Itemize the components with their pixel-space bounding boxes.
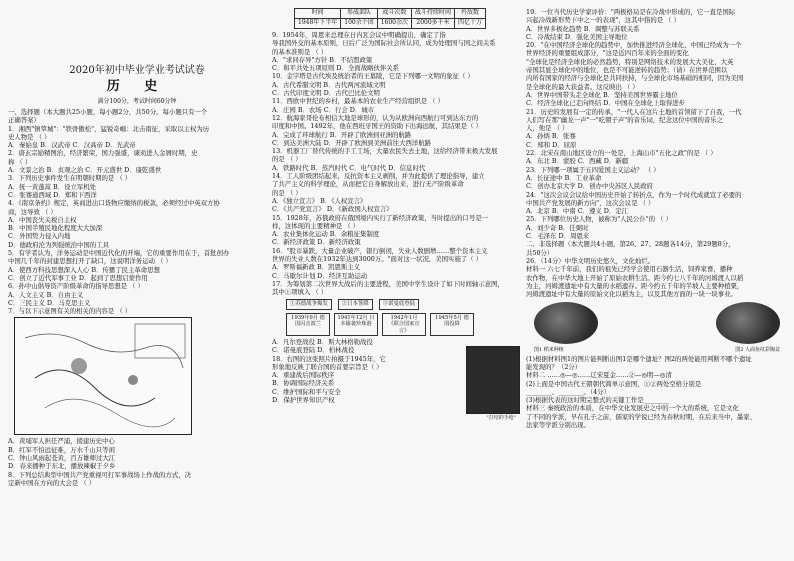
text-line: 了不同的学派，早在孔子之前，儒家的学说已经为春秋时期，在后来当中，墨家、 xyxy=(526,412,757,421)
text-line: B．红军不怕远征难，万水千山只等闲 xyxy=(8,445,115,454)
text-line: C．和平共处五项原则 D．全面战略伙伴关系 xyxy=(272,64,400,73)
text-line: A．秦始皇 B．汉武帝 C．汉高帝 D．光武帝 xyxy=(8,141,136,150)
text-line: 7．与以下示意图有关的相关的内容是 （ ） xyxy=(8,307,132,316)
text-line: 的是 （ ） xyxy=(272,188,302,197)
text-line: 农作物，在中华大地上开始了原始农耕生活。距今约七八千年的河姆渡人以稻 xyxy=(526,273,744,282)
exam-note: 满分100分，考试时间60分钟 xyxy=(97,98,177,105)
text-line: (2)上面是中国古代王朝朝代简单示意图，①②两处空格分别是 xyxy=(526,379,702,388)
text-line: 18．右图的这张照片拍摄于1945年，它 xyxy=(272,354,386,363)
text-line: A．文景之治 B．贞观之治 C．开元盛世 D．康乾盛世 xyxy=(8,166,162,175)
text-line: A．《独立宣言》 B．《人权宣言》 xyxy=(272,196,367,205)
timeline-bottom xyxy=(286,313,520,337)
text-line: 法家等学派分别出现。 xyxy=(526,421,590,430)
text-line: 内所有国家的经济与全球化是共同扶持，与全球化市场基础的相同，因为美国 xyxy=(526,74,744,83)
timeline-event: 1942年1月 《联合国家宣言》 xyxy=(382,313,426,337)
text-line: D．春来播种于东北，播放辣椒于夕乡 xyxy=(8,462,116,471)
text-line: A．北京 B．中南 C．遵义 D．定江 xyxy=(526,207,629,216)
text-line: A．抚一黄蓬蒿 B．设立军机处 xyxy=(8,182,97,191)
text-line: 材料一 六七千年前，我们的祖先已经学会使用石器生活，饲养家畜，播种 xyxy=(526,265,733,274)
timeline-box: ②日本签降 xyxy=(338,299,373,310)
text-line: 河姆渡遗址中有大量的原始文化以稻为主，以及其他方面的一块一块事业。 xyxy=(526,290,737,299)
text-line: 22．北宋在南山地区设立的一处是，上海山市"五化之政"的是 （ ） xyxy=(526,149,717,158)
text-line: C．外国势力侵入内地 xyxy=(8,232,71,241)
table-header: 歼敌数 xyxy=(455,9,486,19)
text-line: A．黄埔军人担任严浦，援建历史中心 xyxy=(8,437,115,446)
text-line: A．世界中国带头走全球化 B．坚持美国世界霸主地位 xyxy=(526,90,678,99)
text-line: 材料二 ……◎—◎……辽宋夏金……②—◎明—◎清 xyxy=(526,371,672,380)
figure-caption: 图1 稻米种植 xyxy=(534,347,564,354)
text-line: C．《共产党宣言》 D．《新政国人权宣言》 xyxy=(272,205,393,214)
text-line: 6．孙中山倡导资产阶级革命的指导思想是 （ ） xyxy=(8,282,144,291)
text-line: C．经济全球化已走向终结 D．中国在全球化上取得进步 xyxy=(526,99,686,108)
text-line: 12．航海家哥伦布相信大地是球形的，认为从欧洲向西航行可到达东方的 xyxy=(272,113,479,122)
text-line: C．毛泽东 D．周恩来 xyxy=(526,232,590,241)
text-line: A．凡尔登战役 B．斯大林格勒战役 xyxy=(272,338,373,346)
figure-caption: 图2 人面鱼纹彩陶盆 xyxy=(735,347,780,354)
text-line: 人，他是 （ ） xyxy=(526,124,569,133)
text-line: C．创立了近代军事工业 D．起到了思想启蒙作用 xyxy=(8,273,148,282)
table-header: 战斗持续时间 xyxy=(412,9,455,19)
text-line: A．罗斯福新政 B．凯恩斯主义 xyxy=(272,263,361,272)
knotted-gun-photo xyxy=(466,346,520,414)
text-line: B．中国半殖民地化程度大大加深 xyxy=(8,224,103,233)
text-line: C．张骞通西域 D．郑和下西洋 xyxy=(8,190,97,199)
text-line: A．"求同存异"方针 B．不结盟政策 xyxy=(272,55,373,64)
timeline-event: 1945年5月 德国投降 xyxy=(430,313,474,337)
text-line: 是全球化的最大获益者。这反映出 （ ） xyxy=(526,82,639,91)
text-line: A．长征途中 B．工业革命 xyxy=(526,173,602,182)
text-line: "全球化是经济全球化的必然趋势，特别是网络技术的发展大大美化，大英 xyxy=(526,57,734,66)
text-line: 9．1954年，周恩来总理在日内瓦会议中明确提出，确定了指 xyxy=(272,31,446,39)
photo-caption: "打结的手枪" xyxy=(486,415,516,421)
text-line: A．古代希腊文明 B．古代两河流域文明 xyxy=(272,80,386,89)
text-line: 商，这导致 （ ） xyxy=(8,207,57,216)
table-cell: 100余个团 xyxy=(341,19,377,29)
table-header: 战斗次数 xyxy=(377,9,411,19)
text-line: 兴起冷战新形势下中之一的表现"，这其中指的是 （ ） xyxy=(526,16,680,25)
timeline-top xyxy=(286,299,520,310)
table-cell: 1600余次 xyxy=(377,19,411,29)
question-list-right xyxy=(526,8,788,298)
text-line: C．诺曼底登陆 D．柏林战役 xyxy=(272,346,355,355)
text-line: (1)根据材料图1的图片能判断出图1是哪个遗址？图2的两处能用判断不哪个遗址 xyxy=(526,354,752,363)
text-line: 材料三 秦统政治的本质，在中华文化发展史之中的一个大的系统，它是文化 xyxy=(526,404,739,413)
text-line: A．东北 B．蒙胶 C．西藏 D．新疆 xyxy=(526,157,629,166)
timeline-event: 1941年12月 日本偷袭珍珠港 xyxy=(334,313,378,337)
table-header: 参战部队 xyxy=(341,9,377,19)
table-row xyxy=(295,9,486,19)
table-cell: 2000多千米 xyxy=(412,19,455,29)
text-line: 称 （ ） xyxy=(8,157,32,166)
text-line: 13．机器工厂替代传统的手工工场，大量农民失去土地，这给经济带来极大发展 xyxy=(272,147,498,156)
text-line: 共50分） xyxy=(526,248,554,257)
column-middle xyxy=(272,8,520,421)
table-row xyxy=(295,19,486,29)
text-line: 其中①项填入 （ ） xyxy=(272,288,328,297)
text-line: C．钟山风雨起苍黄，百万雄师过大江 xyxy=(8,454,116,463)
text-line: C．马歇尔计划 D．经济互助运动 xyxy=(272,271,368,280)
text-line: C．三民主义 D．马克思主义 xyxy=(8,298,91,307)
timeline-box: ③诺曼底登陆 xyxy=(379,299,419,310)
text-line: A．孙炳 B．张骞 xyxy=(526,132,576,141)
text-line: A．使西方科技思想深入人心 B．传播了民主革命思想 xyxy=(8,265,160,274)
text-line: 19．一位当代历史学家评价："两极格局是在冷战中形成的，它一直是国际 xyxy=(526,8,736,16)
text-line: C．郑和 D．屈原 xyxy=(526,140,577,149)
figure-pair xyxy=(534,302,780,344)
text-line: 16．"股市暴跌，大量企业破产，银行倒闭，失业人数剧增……整个资本主义 xyxy=(272,246,488,255)
text-line: 中国共产党发展的新方向"，这次会议是 （ ） xyxy=(526,198,655,207)
text-line: A．中国丧失关税自主权 xyxy=(8,215,77,224)
text-line: 世界的失业人数在1932年达到3000万。"面对这一状况，美国实施了（ ） xyxy=(272,255,483,264)
text-line: C．新经济政策 D．新经济政策 xyxy=(272,238,361,247)
table-header: 时间 xyxy=(295,9,341,19)
question-list-right-b xyxy=(526,355,788,430)
text-line: 4．《南京条约》规定，英商进出口货物应缴纳的税款，必须经过中英双方协 xyxy=(8,199,220,208)
text-line: 帝国其显全球化中的地位，也是不可能逆转的趋势；（请）在世界范围以 xyxy=(526,66,728,75)
text-line: 1．湘西"镇筸城"："铁骨傲松"，猛锐奇崛：北击南征，采取以主权为历 xyxy=(8,124,210,133)
text-line: 定新中国在方向的大会是 （ ） xyxy=(8,478,96,487)
text-line: D．德政府沦为列强统治中国的工具 xyxy=(8,240,109,249)
text-line: A．刘少奇 B．任弼时 xyxy=(526,223,589,232)
text-line: A．农业集体化运动 B．余粮征集制度 xyxy=(272,230,380,239)
text-line: 世界经济的重要组成部分，"这是近四百年来的全面的变化 xyxy=(526,49,689,58)
text-line: 20．"在中国经济全球化的趋势中，加快推进经济全球化、中国已经成为一个 xyxy=(526,41,742,50)
route-map xyxy=(14,317,192,435)
text-line: 为主，河姆渡遗址中有大量的水稻遗存。距今约五千年的半坡人主要种植粟， xyxy=(526,281,744,290)
text-line: A．铁路时代 B．蒸汽时代 C．电气时代 D．信息时代 xyxy=(272,163,426,172)
battle-table xyxy=(294,8,486,29)
text-line: 了共产主义的科学理论，从而把它自身解放出来，进行无产阶级革命 xyxy=(272,180,464,189)
question-list-middle xyxy=(272,31,520,297)
text-line: 正确答案） xyxy=(8,116,40,125)
text-line: ________、________。（4分） xyxy=(526,387,610,396)
text-line: 8．下列总结典型中国共产党重视可打军事战场上作战的方式，决 xyxy=(8,470,192,479)
timeline-box: ①苏德战争爆发 xyxy=(286,299,332,310)
text-line: 21．历史的发展有一定的传承，"一代人在这片土地的首领留下了自我，一代 xyxy=(526,107,742,116)
column-right xyxy=(526,8,788,429)
table-cell: 四亿十万 xyxy=(455,19,486,29)
question-list-left xyxy=(8,108,266,487)
text-line: C．创办北京大学 D．创办中央苏区人民政府 xyxy=(526,182,654,191)
text-line: 15．1928年，苏俄政府在俄国境内实行了新经济政策，当时提出的口号是一 xyxy=(272,213,489,222)
text-line: 26．（14分）中华文明历史悠久，文化灿烂。 xyxy=(526,256,655,265)
text-line: 23．下列哪一项属于五四爱国主义运动？ （ ） xyxy=(526,165,660,174)
text-line: A．世界多极化趋势 B．调整与苏联关系 xyxy=(526,24,640,33)
text-line: 导我国外交的基本原则，日后广泛为国际社会所认同，成为处理国与国之间关系 xyxy=(272,39,496,48)
timeline-event: 1939年9月 德国闪击波兰 xyxy=(286,313,330,337)
text-line: 10．金字塔是古代埃及统治者的王墓陵，它是下列哪一文明的象征（ ） xyxy=(272,72,474,81)
text-line: A．人文主义 B．自由主义 xyxy=(8,290,84,299)
text-line: 二、非选择题（本大题共4小题，第26、27、28题各14分，第29题8分， xyxy=(526,240,735,249)
table-cell: 1948年下半年 xyxy=(295,19,341,29)
question-18-block xyxy=(272,338,520,421)
text-line: 样，这体现的主要精神是 （ ） xyxy=(272,221,360,230)
exam-subject: 历 史 xyxy=(106,79,168,94)
text-line: A．完成了环球航行 B．开辟了欧洲到亚洲的航路 xyxy=(272,130,412,139)
text-line: B．协调国际经济关系 xyxy=(272,379,335,388)
text-line: 印度和中国。1492年，他在西班牙国王的资助下出海远航，其结果是（ ） xyxy=(272,122,483,131)
text-line: 人们写在那"幽龙一声"一"吃朝子声"的音乐词，纪念这位中国的音乐之 xyxy=(526,115,724,124)
text-line: D．保护世界知识产权 xyxy=(272,396,335,405)
painted-pottery-image xyxy=(716,302,780,344)
text-line: A．庄园 B．农场 C．行会 D．城市 xyxy=(272,105,375,114)
exam-title: 2020年初中毕业学业考试试卷 xyxy=(69,65,205,76)
figure-captions xyxy=(534,346,780,354)
text-line: 的基本准则是 （ ） xyxy=(272,47,328,56)
text-line: 中国几千年的封建思想打开了缺口，这说明洋务运动 （ ） xyxy=(8,257,172,266)
text-line: (3)根据代表的这时期完整式的关键工作是________ xyxy=(526,396,670,405)
column-left xyxy=(8,8,266,487)
text-line: 的是 （ ） xyxy=(272,155,302,164)
text-line: C．维护国际和平与安全 xyxy=(272,387,341,396)
text-line: 14．工人阶级团结起来，反抗资本主义剥削，并为此提供了理论指导，建立 xyxy=(272,172,485,181)
text-line: 2．唐玄宗励精图治，经济繁荣，国力强盛，谏劝进人金屑时期，史 xyxy=(8,149,198,158)
text-line: 形象地反映了联合国的首要宗旨是（ ） xyxy=(272,362,383,371)
text-line: A．重建战后国际秩序 xyxy=(272,371,335,380)
text-line: 3．下列历史事件发生在明朝时期的是 （ ） xyxy=(8,174,132,183)
text-line: 史人物是 （ ） xyxy=(8,132,51,141)
text-line: 11．西欧中世纪的乡村，最基本的农业生产经营组织是 （ ） xyxy=(272,97,444,106)
text-line: C．冷战结束 D．强化美国主导地位 xyxy=(526,32,628,41)
rice-remains-image xyxy=(534,302,598,344)
text-line: 17．为筹划第二次世界大战后的主要进程，美国中学生设计了如下时间轴示意图， xyxy=(272,279,504,288)
text-line: C．到达美洲大陆 D．开辟了欧洲到美洲前往大西洋航路 xyxy=(272,138,432,147)
text-line: 25．下列哪位历史人物，被称为"人民公仆"的 （ ） xyxy=(526,215,672,224)
text-line: 5．有学者认为，洋务运动是中国近代化的开端，它的重要作用在于，首批创办 xyxy=(8,249,230,258)
text-line: C．古代印度文明 D．古代巴比伦文明 xyxy=(272,89,380,98)
text-line: 一、选择题（本大题共25小题，每小题2分，共50分。每小题只有一个 xyxy=(8,108,208,116)
text-line: 能发现的？（2分） xyxy=(526,362,582,371)
text-line: 24．"这次会议会议给中国历史开始了转折点，作为一个时代成就宣了必要的 xyxy=(526,190,742,199)
